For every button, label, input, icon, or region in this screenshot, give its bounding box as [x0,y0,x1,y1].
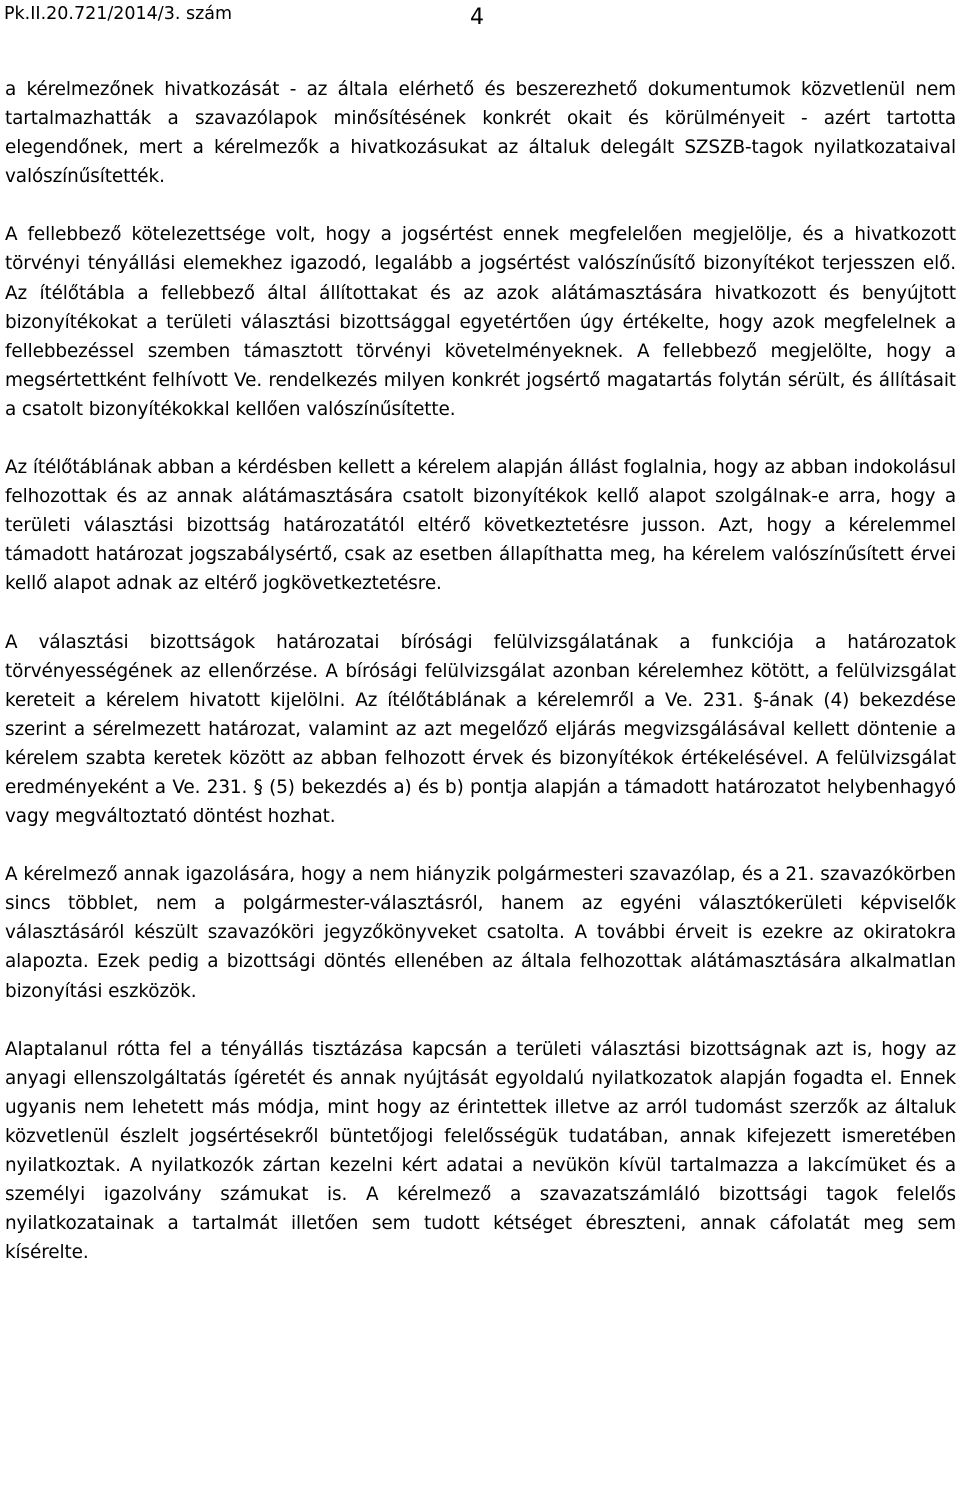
running-header [0,0,960,40]
case-number: Pk.II.20.721/2014/3. szám [4,4,233,24]
paragraph-appellant-obligation: A fellebbező kötelezettsége volt, hogy a jogsértést ennek megfelelően megjelölje, és a hivatkozott törvényi tényállási elemekhez igazodó, legalább a jogsértést valószínűsítő bizonyítékot terjesszen elő. Az ítélőtábla a fellebbező által állítottakat és az azok alátámasztására hivatkozott és benyújtott bizonyítékokat a területi választási bizottsággal egyetértően úgy értékelte, hogy azok megfelelnek a fellebbezéssel szemben támasztott törvényi követelményeknek. A fellebbező megjelölte, hogy a megsértettként felhívott Ve. rendelkezés milyen konkrét jogsértő magatartás folytán sérült, és állításait a csatolt bizonyítékokkal kellően valószínűsítette. [5,224,956,420]
paragraph-court-question: Az ítélőtáblának abban a kérdésben kellett a kérelem alapján állást foglalnia, hogy az abban indokolásul felhozottak és az annak alátámasztására csatolt bizonyítékok kellő alapot szolgálnak-e arra, hogy a területi választási bizottság határozatától eltérő következtetésre jusson. Azt, hogy a kérelemmel támadott határozat jogszabálysértő, csak az esetben állapíthatta meg, ha kérelem valószínűsített érvei kellő alapot adnak az eltérő jogkövetkeztetésre. [5,457,956,595]
paragraph-continuation: a kérelmezőnek hivatkozását - az általa elérhető és beszerezhető dokumentumok közvetlenül nem tartalmazhatták a szavazólapok minősítésének konkrét okait és körülményeit - azért tartotta elegendőnek, mert a kérelmezők a hivatkozásukat az általuk delegált SZSZB-tagok nyilatkozataival valószínűsítették. [5,79,956,188]
paragraph-judicial-review: A választási bizottságok határozatai bírósági felülvizsgálatának a funkciója a határozatok törvényességének az ellenőrzése. A bírósági felülvizsgálat azonban kérelemhez kötött, a felülvizsgálat kereteit a kérelem hivatott kijelölni. Az ítélőtáblának a kérelemről a Ve. 231. §-ának (4) bekezdése szerint a sérelmezett határozat, valamint az azt megelőző eljárás megvizsgálásával kellett döntenie a kérelem szabta keretek között az abban felhozott érvek és bizonyítékok értékelésével. A felülvizsgálat eredményeként a Ve. 231. § (5) bekezdés a) és b) pontja alapján a támadott határozatot helybenhagyó vagy megváltoztató döntést hozhat. [5,631,956,828]
paragraph-fact-finding: Alaptalanul rótta fel a tényállás tisztázása kapcsán a területi választási bizottságnak azt is, hogy az anyagi ellenszolgáltatás ígéretét és annak nyújtását egyoldalú nyilatkozatok alapján fogadta el. Ennek ugyanis nem lehetett más módja, mint hogy az érintettek illetve az arról tudomást szerzők az általuk közvetlenül észlelt jogsértésekről büntetőjogi felelősségük tudatában, annak kifejezett ismeretében nyilatkoztak. A nyilatkozók zártan kezelni kért adatai a nevükön kívül tartalmazza a lakcímüket és a személyi igazolvány számukat is. A kérelmező a szavazatszámláló bizottsági tagok felelős nyilatkozatainak a tartalmát illetően sem tudott kétséget ébreszteni, annak cáfolatát meg sem kísérelte. [5,1038,956,1264]
paragraph-applicant-evidence: A kérelmező annak igazolására, hogy a nem hiányzik polgármesteri szavazólap, és a 21. szavazókörben sincs többlet, nem a polgármester-választásról, hanem az egyéni választókerületi képviselők választásáról készült szavazóköri jegyzőkönyveket csatolta. A további érveit is ezekre az okiratokra alapozta. Ezek pedig a bizottsági döntés ellenében az általa felhozottak alátámasztására alkalmatlan bizonyítási eszközök. [5,864,956,1002]
document-body [5,75,956,1267]
page-number: 4 [470,5,484,30]
